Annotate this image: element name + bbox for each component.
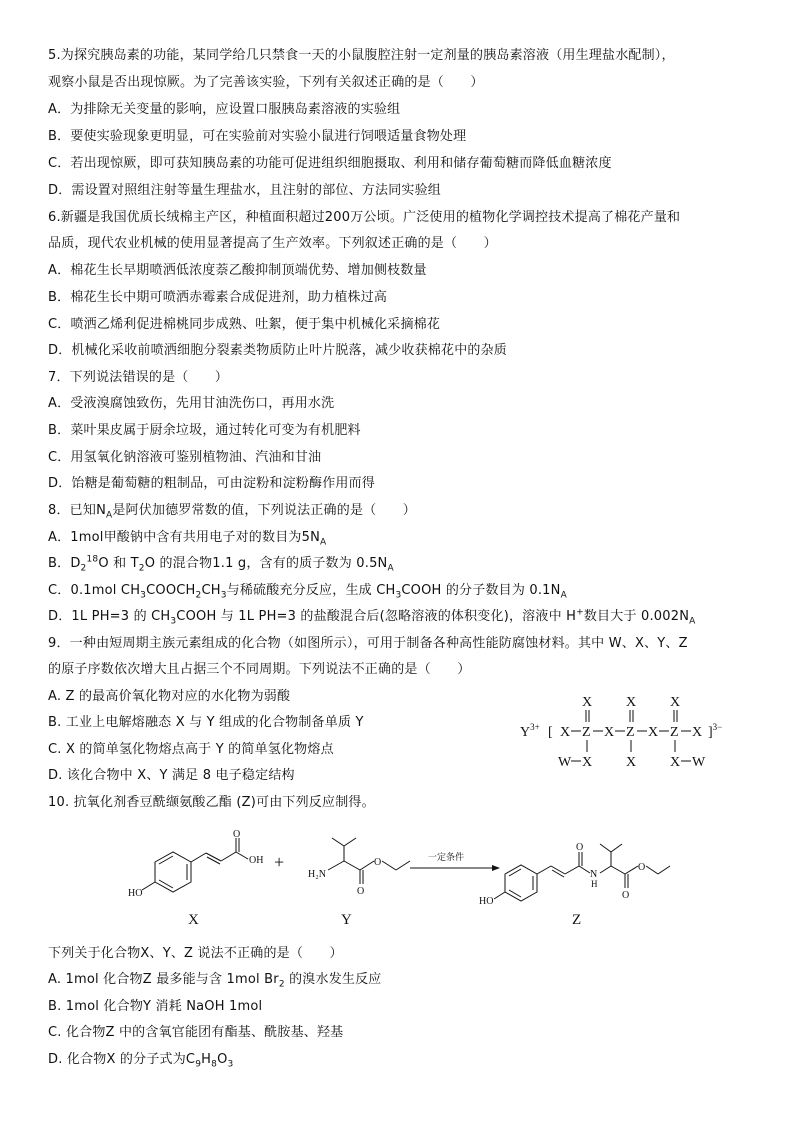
q8-option-c: C．0.1mol $CH_3COOCH_2CH_3$与稀硫酸充分反应，生成 $CH_3COOH$ 的分子数目为 $0.1N_A$: [48, 583, 567, 601]
q8-option-d: D．1L PH=3 的 $CH_3COOH$ 与 1L PH=3 的盐酸混合后(忽略溶液的体积变化)，溶液中 H+数目大于 $0.002N_A$: [48, 607, 696, 627]
struct-x-bottom3: X: [670, 755, 681, 770]
q7-stem: 7．下列说法错误的是（ ）: [48, 370, 229, 385]
q8-option-b: B．$D_2^{18}O$ 和 $T_2O$ 的混合物1.1 g，含有的质子数为 $0.5N_A$: [48, 554, 394, 574]
q9-compound-structure: [518, 690, 758, 780]
q10-reaction-scheme: [110, 828, 710, 938]
q5-option-c: C．若出现惊厥，即可获知胰岛素的功能可促进组织细胞摄取、利用和储存葡萄糖而降低血糖浓度: [48, 156, 612, 171]
z-amide-o-label: O: [576, 842, 584, 853]
x-ho-label: HO: [128, 888, 143, 899]
q8-stem: 8．已知$N_A$是阿伏加德罗常数的值，下列说法正确的是（ ）: [48, 503, 416, 521]
q6-option-c: C．喷洒乙烯利促进棉桃同步成熟、吐絮，便于集中机械化采摘棉花: [48, 317, 441, 332]
q9-stem-line1: 9．一种由短周期主族元素组成的化合物（如图所示），可用于制备各种高性能防腐蚀材料。其中 W、X、Y、Z: [48, 636, 688, 651]
struct-x-top1: X: [582, 695, 593, 710]
q8-option-a: A．1mol甲酸钠中含有共用电子对的数目为$5N_A$: [48, 530, 327, 548]
struct-z1: Z: [582, 725, 591, 740]
struct-x2: X: [604, 725, 615, 740]
q7-option-a: A．受液溴腐蚀致伤，先用甘油洗伤口，再用水洗: [48, 396, 335, 411]
q5-stem-line1: 5.为探究胰岛素的功能，某同学给几只禁食一天的小鼠腹腔注射一定剂量的胰岛素溶液（用生理盐水配制），: [48, 48, 675, 63]
q10-stem: 10. 抗氧化剂香豆酰缬氨酸乙酯 (Z)可由下列反应制得。: [48, 795, 375, 810]
q7-option-c: C．用氢氧化钠溶液可鉴别植物油、汽油和甘油: [48, 450, 322, 465]
q9-option-d: D. 该化合物中 X、Y 满足 8 电子稳定结构: [48, 768, 295, 783]
structure-bracket-close: ]$^{3-}$: [708, 722, 723, 740]
structure-bracket-open: [: [548, 725, 553, 740]
reaction-condition: 一定条件: [428, 852, 465, 862]
compound-z-label: Z: [572, 912, 582, 928]
compound-x-structure: [142, 838, 248, 892]
x-oh-label: OH: [249, 855, 264, 866]
q7-option-d: D．饴糖是葡萄糖的粗制品，可由淀粉和淀粉酶作用而得: [48, 476, 376, 491]
plus-sign: +: [274, 852, 285, 872]
z-ester-o-label: O: [638, 862, 646, 873]
struct-x-bottom2: X: [626, 755, 637, 770]
q9-option-c: C. X 的简单氢化物熔点高于 Y 的简单氢化物熔点: [48, 742, 334, 757]
q9-stem-line2: 的原子序数依次增大且占据三个不同周期。下列说法不正确的是（ ）: [48, 662, 471, 677]
q9-option-b: B. 工业上电解熔融态 X 与 Y 组成的化合物制备单质 Y: [48, 715, 364, 730]
struct-x-bottom1: X: [582, 755, 593, 770]
q5-option-b: B．要使实验现象更明显，可在实验前对实验小鼠进行饲喂适量食物处理: [48, 129, 467, 144]
compound-x-label: X: [188, 912, 199, 928]
q6-option-b: B．棉花生长中期可喷洒赤霉素合成促进剂，助力植株过高: [48, 290, 388, 305]
struct-w2: W: [692, 755, 706, 770]
q9-option-a: A. Z 的最高价氧化物对应的水化物为弱酸: [48, 689, 291, 704]
struct-z2: Z: [626, 725, 635, 740]
q10-sub-stem: 下列关于化合物X、Y、Z 说法不正确的是（ ）: [48, 946, 343, 961]
q6-stem-line2: 品质，现代农业机械的使用显著提高了生产效率。下列叙述正确的是（ ）: [48, 236, 497, 251]
q7-option-b: B．菜叶果皮属于厨余垃圾，通过转化可变为有机肥料: [48, 423, 361, 438]
struct-x1: X: [560, 725, 571, 740]
y-h2n-label: H₂N: [308, 869, 326, 880]
q5-option-a: A．为排除无关变量的影响，应设置口服胰岛素溶液的实验组: [48, 102, 401, 117]
q5-option-d: D．需设置对照组注射等量生理盐水，且注射的部位、方法同实验组: [48, 183, 442, 198]
struct-w1: W: [558, 755, 572, 770]
q10-option-b: B. 1mol 化合物Y 消耗 NaOH 1mol: [48, 999, 263, 1014]
q6-option-d: D．机械化采收前喷洒细胞分裂素类物质防止叶片脱落，减少收获棉花中的杂质: [48, 343, 508, 358]
z-ester-carbonyl-o-label: O: [622, 890, 630, 901]
compound-y-structure: [328, 838, 410, 884]
structure-cation: $Y^{3+}$: [520, 722, 540, 740]
struct-x-top2: X: [626, 695, 637, 710]
y-carbonyl-o-label: O: [357, 886, 365, 897]
q6-option-a: A．棉花生长早期喷洒低浓度萘乙酸抑制顶端优势、增加侧枝数量: [48, 263, 427, 278]
arrow-head: [492, 865, 500, 871]
struct-x-top3: X: [670, 695, 681, 710]
q10-option-a: A. 1mol 化合物Z 最多能与含 1mol $Br_2$ 的溴水发生反应: [48, 972, 382, 990]
struct-x4: X: [692, 725, 703, 740]
q10-option-c: C. 化合物Z 中的含氧官能团有酯基、酰胺基、羟基: [48, 1025, 344, 1040]
z-h-label: H: [591, 879, 598, 889]
q5-stem-line2: 观察小鼠是否出现惊厥。为了完善该实验，下列有关叙述正确的是（ ）: [48, 75, 484, 90]
compound-y-label: Y: [341, 912, 352, 928]
struct-x3: X: [648, 725, 659, 740]
y-ester-o-label: O: [374, 857, 382, 868]
x-o-label: O: [233, 829, 241, 840]
z-n-label: N: [590, 869, 598, 880]
q10-option-d: D. 化合物X 的分子式为$C_9H_8O_3$: [48, 1052, 234, 1070]
struct-z3: Z: [670, 725, 679, 740]
q6-stem-line1: 6.新疆是我国优质长绒棉主产区，种植面积超过200万公顷。广泛使用的植物化学调控技术提高了棉花产量和: [48, 210, 681, 225]
z-ho-label: HO: [479, 896, 494, 907]
